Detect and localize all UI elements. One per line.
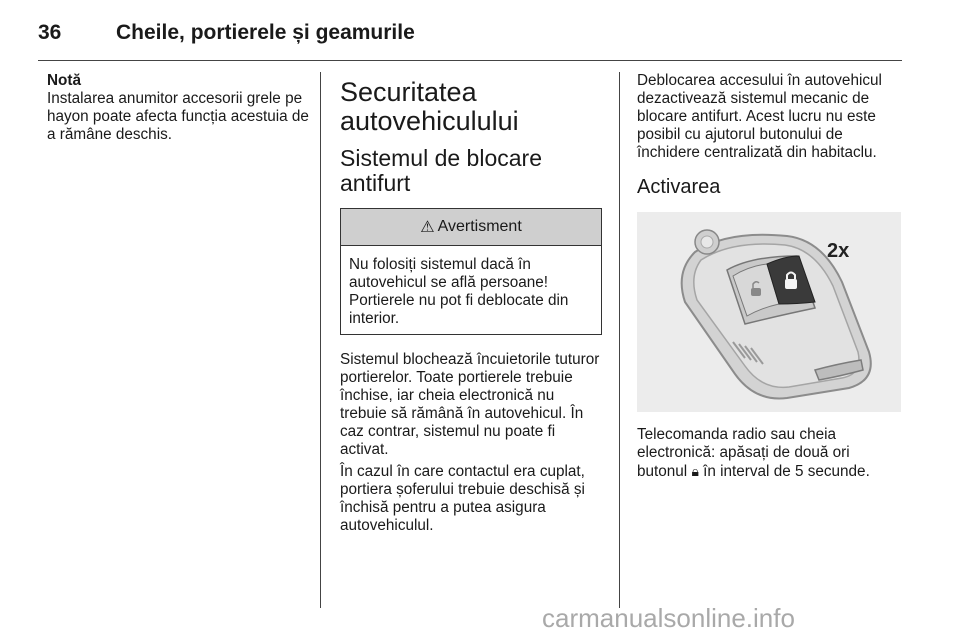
activation-heading: Activarea — [637, 176, 721, 198]
section-title: Securitatea autovehiculului — [340, 77, 519, 136]
lock-icon: 🔒︎ — [691, 463, 699, 479]
key-fob-illustration — [637, 212, 901, 412]
note-title: Notă — [47, 72, 81, 89]
note-text: Instalarea anumitor accesorii grele pe hayon poate afecta funcția acestuia de a rămâne deschis. — [47, 90, 309, 143]
header-divider — [38, 60, 902, 61]
image-caption — [637, 426, 901, 481]
warning-label: Avertisment — [437, 218, 522, 235]
paragraph: În cazul în care contactul era cuplat, portiera șoferului trebuie deschisă și închisă pentru a putea asigura autovehiculul. — [340, 463, 585, 534]
page-header — [38, 18, 415, 48]
column-middle — [340, 72, 602, 539]
column-left — [47, 72, 309, 148]
paragraph: Sistemul blochează încuietorile tuturor portierelor. Toate portierele trebuie închise, iar cheia electronică nu trebuie să rămână în autovehicul. În caz contrar, sistemul nu poate fi activat. — [340, 351, 600, 458]
caption-text-end: în interval de 5 secunde. — [698, 463, 870, 480]
press-count-label: 2x — [827, 240, 850, 262]
paragraph: Deblocarea accesului în autovehicul dezactivează sistemul mecanic de blocare antifurt. Acest lucru nu este posibil cu ajutorul butonului de închidere centralizată din habitaclu. — [637, 72, 882, 161]
warning-box — [340, 208, 602, 335]
caption-text: Telecomanda radio sau cheia electronică: apăsați de două ori butonul — [637, 426, 850, 480]
section-subtitle: Sistemul de blocare antifurt — [340, 145, 542, 196]
column-right — [637, 72, 901, 485]
page-number: 36 — [38, 21, 62, 44]
warning-triangle-icon: ⚠ — [420, 219, 435, 236]
column-divider-2 — [619, 72, 620, 608]
chapter-title: Cheile, portierele și geamurile — [116, 21, 415, 44]
warning-header — [341, 209, 601, 246]
warning-text: Nu folosiți sistemul dacă în autovehicul se află persoane! Portierele nu pot fi deblocate din interior. — [349, 256, 569, 327]
warning-body — [341, 246, 601, 334]
column-divider-1 — [320, 72, 321, 608]
watermark: carmanualsonline.info — [542, 603, 795, 633]
